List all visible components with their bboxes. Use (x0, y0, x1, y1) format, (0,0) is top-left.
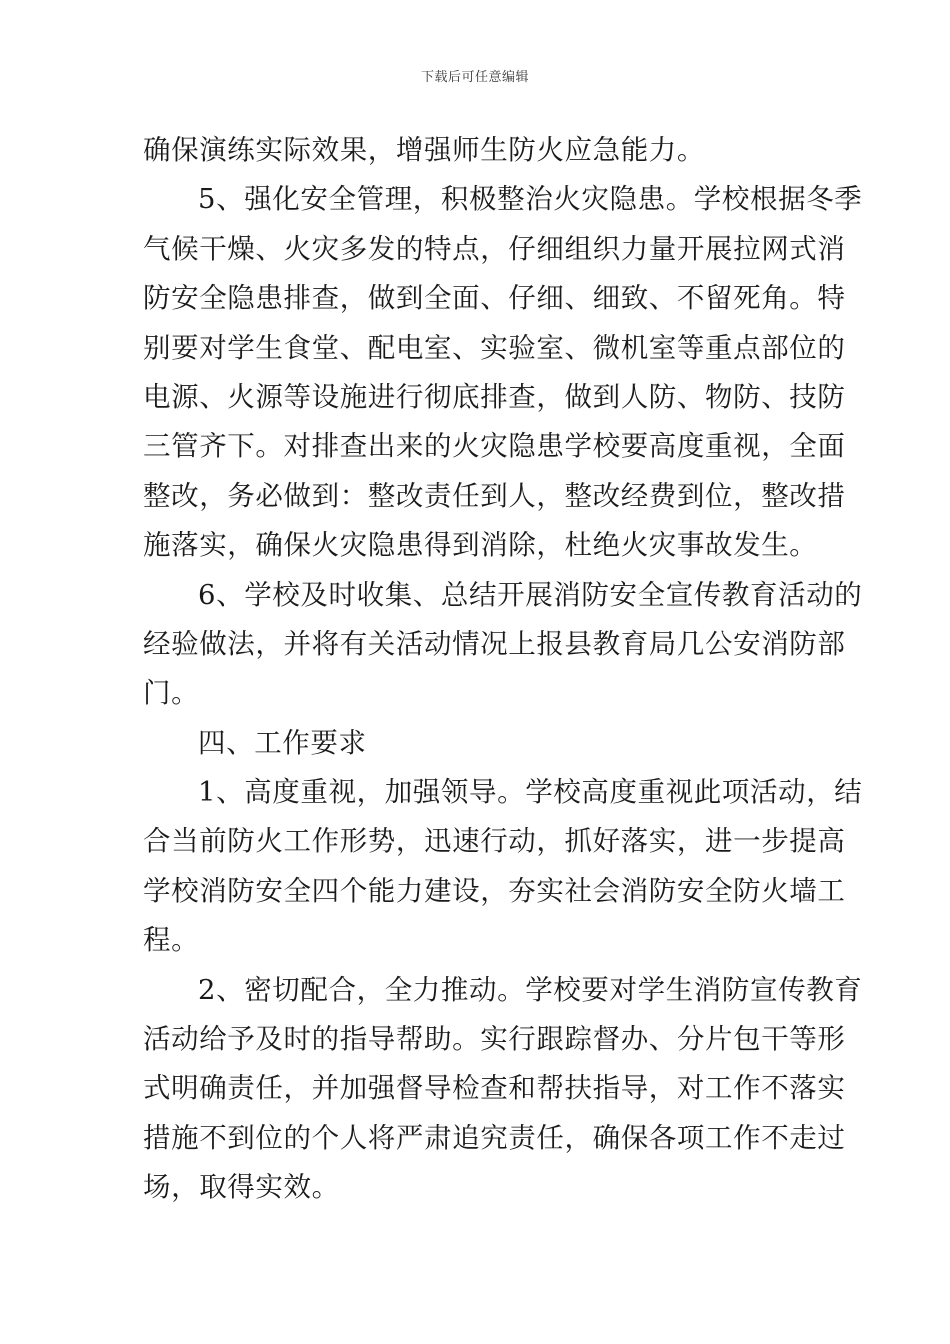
text-line: 式明确责任，并加强督导检查和帮扶指导，对工作不落实 (143, 1072, 846, 1105)
text-line: 电源、火源等设施进行彻底排查，做到人防、物防、技防 (143, 380, 846, 413)
text-line: 门。 (143, 677, 200, 710)
text-line: 防安全隐患排查，做到全面、仔细、细致、不留死角。特 (143, 282, 846, 315)
text-line: 合当前防火工作形势，迅速行动，抓好落实，进一步提高 (143, 825, 846, 858)
text-line: 6、学校及时收集、总结开展消防安全宣传教育活动的 (198, 578, 863, 611)
text-line: 1、高度重视，加强领导。学校高度重视此项活动，结 (198, 776, 863, 809)
text-line: 学校消防安全四个能力建设，夯实社会消防安全防火墙工 (143, 874, 846, 907)
document-body (143, 126, 863, 1213)
text-line: 气候干燥、火灾多发的特点，仔细组织力量开展拉网式消 (143, 232, 846, 265)
text-line: 四、工作要求 (198, 726, 367, 759)
text-line: 别要对学生食堂、配电室、实验室、微机室等重点部位的 (143, 331, 846, 364)
text-line: 整改，务必做到：整改责任到人，整改经费到位，整改措 (143, 479, 846, 512)
text-line: 经验做法，并将有关活动情况上报县教育局几公安消防部 (143, 627, 846, 660)
text-line: 确保演练实际效果，增强师生防火应急能力。 (143, 134, 705, 166)
text-line: 三管齐下。对排查出来的火灾隐患学校要高度重视，全面 (143, 430, 846, 463)
text-line: 程。 (143, 924, 200, 957)
text-line: 施落实，确保火灾隐患得到消除，杜绝火灾事故发生。 (143, 529, 818, 562)
text-line: 活动给予及时的指导帮助。实行跟踪督办、分片包干等形 (143, 1023, 846, 1056)
text-line: 措施不到位的个人将严肃追究责任，确保各项工作不走过 (143, 1121, 846, 1154)
text-line: 5、强化安全管理，积极整治火灾隐患。学校根据冬季 (198, 183, 863, 216)
page-header-note: 下载后可任意编辑 (420, 70, 529, 85)
text-line: 2、密切配合，全力推动。学校要对学生消防宣传教育 (198, 973, 863, 1006)
text-line: 场，取得实效。 (143, 1171, 340, 1204)
